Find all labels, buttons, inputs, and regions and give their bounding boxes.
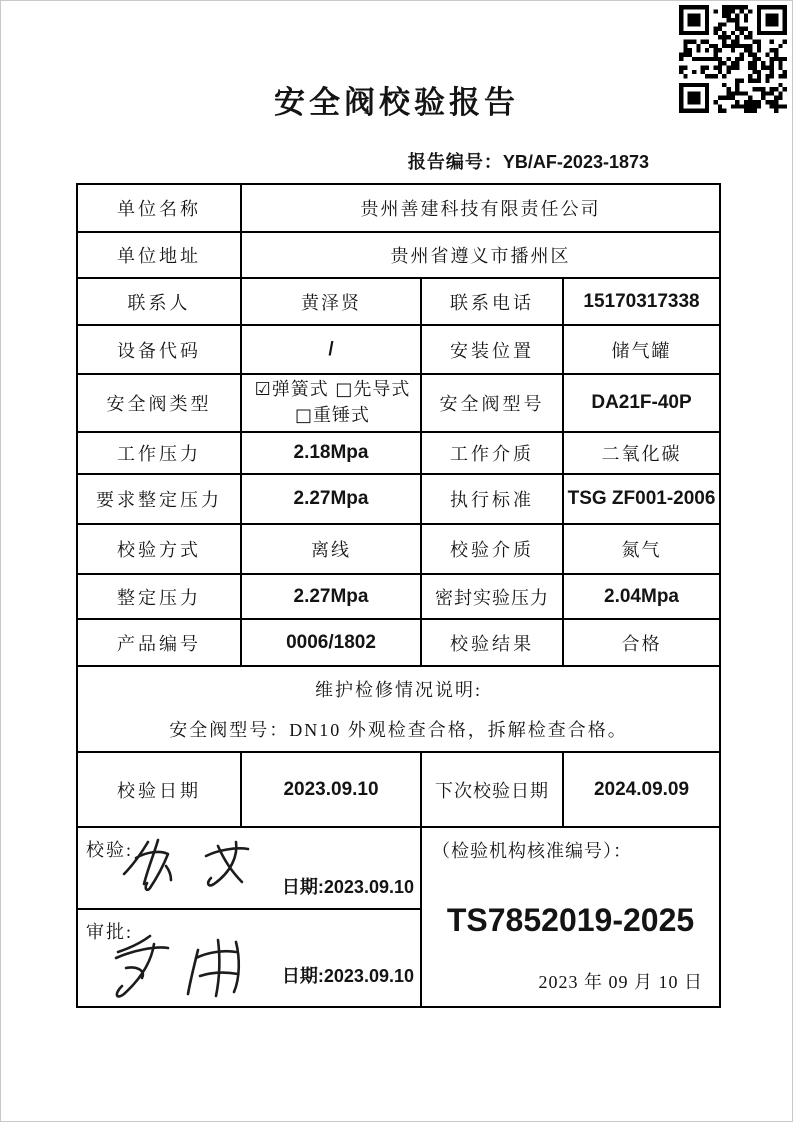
unit-name-label: 单位名称 — [77, 184, 241, 232]
table-row — [77, 184, 720, 232]
calibrator-signature — [114, 832, 279, 896]
table-row — [77, 666, 720, 752]
table-row — [77, 524, 720, 574]
report-number-label: 报告编号： — [407, 152, 503, 172]
unit-address-value: 贵州省遵义市播州区 — [241, 232, 720, 278]
table-row — [77, 432, 720, 474]
phone-label: 联系电话 — [421, 278, 563, 325]
result-value: 合格 — [563, 619, 720, 666]
working-medium-value: 二氧化碳 — [563, 432, 720, 474]
working-pressure-value: 2.18Mpa — [241, 432, 421, 474]
install-location-value: 储气罐 — [563, 325, 720, 374]
product-no-value: 0006/1802 — [241, 619, 421, 666]
calibration-medium-value: 氮气 — [563, 524, 720, 574]
approver-signature — [102, 928, 277, 1004]
report-number — [408, 148, 649, 174]
seal-test-pressure-label: 密封实验压力 — [421, 574, 563, 619]
standard-label: 执行标准 — [421, 474, 563, 524]
approver-date: 日期:2023.09.10 — [281, 966, 414, 986]
phone-value: 15170317338 — [563, 278, 720, 325]
maintenance-detail: 安全阀型号：DN10 外观检查合格，拆解检查合格。 — [169, 720, 628, 740]
working-pressure-label: 工作压力 — [77, 432, 241, 474]
valve-type-options — [241, 374, 421, 432]
set-pressure-label: 整定压力 — [77, 574, 241, 619]
set-pressure-value: 2.27Mpa — [241, 574, 421, 619]
calibration-medium-label: 校验介质 — [421, 524, 563, 574]
valve-type-option-spring-pilot: ☑弹簧式 □先导式 — [254, 379, 411, 400]
next-calibration-date-label: 下次校验日期 — [421, 752, 563, 827]
calibrator-label: 校验: — [86, 840, 134, 860]
table-row — [77, 827, 720, 909]
table-row — [77, 574, 720, 619]
approver-cell — [77, 909, 421, 1007]
maintenance-cell — [77, 666, 720, 752]
calibrator-date: 日期:2023.09.10 — [281, 877, 414, 897]
table-row — [77, 278, 720, 325]
calibrator-cell — [77, 827, 421, 909]
valve-model-value: DA21F-40P — [563, 374, 720, 432]
contact-label: 联系人 — [77, 278, 241, 325]
report-table — [76, 183, 721, 1008]
calibration-method-label: 校验方式 — [77, 524, 241, 574]
page-title: 安全阀校验报告 — [274, 85, 519, 120]
unit-address-label: 单位地址 — [77, 232, 241, 278]
agency-date: 2023 年 09 月 10 日 — [538, 972, 704, 992]
table-row — [77, 752, 720, 827]
report-number-value: YB/AF-2023-1873 — [502, 152, 649, 172]
valve-model-label: 安全阀型号 — [421, 374, 563, 432]
maintenance-title: 维护检修情况说明: — [315, 680, 483, 700]
approver-label: 审批: — [86, 922, 134, 942]
agency-label: （检验机构核准编号）： — [432, 841, 632, 861]
agency-cell — [421, 827, 720, 1007]
calibration-date-value: 2023.09.10 — [241, 752, 421, 827]
valve-type-label: 安全阀类型 — [77, 374, 241, 432]
table-row — [77, 619, 720, 666]
calibration-date-label: 校验日期 — [77, 752, 241, 827]
next-calibration-date-value: 2024.09.09 — [563, 752, 720, 827]
table-row — [77, 232, 720, 278]
table-row — [77, 374, 720, 432]
calibration-method-value: 离线 — [241, 524, 421, 574]
result-label: 校验结果 — [421, 619, 563, 666]
product-no-label: 产品编号 — [77, 619, 241, 666]
equipment-code-label: 设备代码 — [77, 325, 241, 374]
standard-value: TSG ZF001-2006 — [563, 474, 720, 524]
seal-test-pressure-value: 2.04Mpa — [563, 574, 720, 619]
working-medium-label: 工作介质 — [421, 432, 563, 474]
table-row — [77, 474, 720, 524]
install-location-label: 安装位置 — [421, 325, 563, 374]
table-row — [77, 325, 720, 374]
equipment-code-value: / — [241, 325, 421, 374]
unit-name-value: 贵州善建科技有限责任公司 — [241, 184, 720, 232]
required-set-pressure-label: 要求整定压力 — [77, 474, 241, 524]
valve-type-option-weight: □重锤式 — [294, 405, 370, 426]
agency-approval-number: TS7852019-2025 — [446, 902, 695, 938]
contact-value: 黄泽贤 — [241, 278, 421, 325]
required-set-pressure-value: 2.27Mpa — [241, 474, 421, 524]
